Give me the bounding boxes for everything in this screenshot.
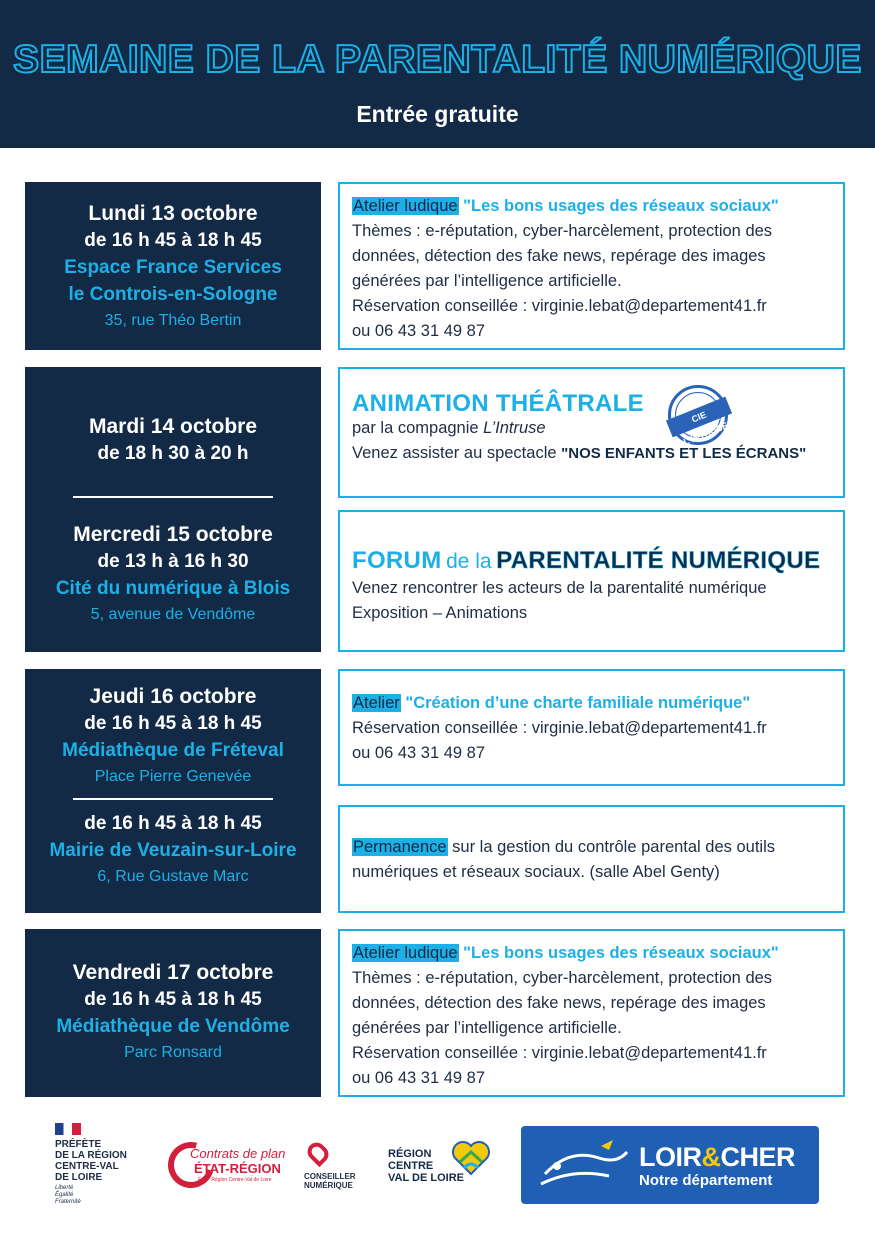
dept-name: [639, 1142, 795, 1173]
pin-icon: [304, 1139, 332, 1167]
devise-line: Liberté: [55, 1185, 74, 1191]
company-name: L’Intruse: [483, 419, 546, 437]
event-tag: Atelier: [353, 694, 400, 712]
event-desc-permanence: [338, 805, 845, 913]
event-desc-forum: [338, 510, 845, 652]
conseiller-line: CONSEILLER: [304, 1172, 356, 1181]
prefete-line: CENTRE-VAL: [55, 1161, 119, 1172]
forum-word: FORUM: [352, 547, 442, 574]
show-prefix: Venez assister au spectacle: [352, 444, 557, 462]
event-day: Jeudi 16 octobre: [89, 685, 257, 708]
prefete-line: DE LOIRE: [55, 1172, 103, 1183]
event-address: Parc Ronsard: [124, 1044, 222, 1061]
event-info-thursday: [25, 669, 321, 913]
forum-topic: PARENTALITÉ NUMÉRIQUE: [496, 547, 821, 574]
partner-logos: [0, 1110, 875, 1241]
event-phone[interactable]: ou 06 43 31 49 87: [352, 1069, 486, 1087]
contrats-line: Contrats de plan: [190, 1146, 286, 1161]
event-title: "Les bons usages des réseaux sociaux": [463, 197, 779, 215]
event-address: Place Pierre Genevée: [94, 768, 252, 785]
event-address: 35, rue Théo Bertin: [104, 312, 242, 329]
event-company: [352, 416, 831, 441]
event-place: le Controis-en-Sologne: [68, 284, 278, 305]
event-day: Vendredi 17 octobre: [72, 961, 274, 984]
event-time: de 16 h 45 à 18 h 45: [84, 989, 262, 1010]
forum-line: Exposition – Animations: [352, 604, 528, 622]
event-place: Cité du numérique à Blois: [55, 578, 291, 599]
dept-tagline: Notre département: [639, 1172, 773, 1189]
event-title: "Les bons usages des réseaux sociaux": [463, 944, 779, 962]
conseiller-numerique-logo: [304, 1142, 364, 1202]
prefete-logo: [55, 1123, 165, 1223]
loir-et-cher-logo: [521, 1126, 819, 1204]
event-reservation[interactable]: Réservation conseillée : virginie.lebat@departement41.fr: [352, 1044, 767, 1062]
event-title: ANIMATION THÉÂTRALE: [352, 390, 644, 417]
event-day: Mercredi 15 octobre: [73, 523, 273, 546]
devise-line: Fraternité: [55, 1199, 81, 1205]
conseiller-line: NUMÉRIQUE: [304, 1181, 353, 1190]
event-info-tue-wed: [25, 367, 321, 652]
show-title: "NOS ENFANTS ET LES ÉCRANS": [561, 445, 807, 462]
marianne-flag-icon: [55, 1123, 81, 1135]
dept-amp: &: [701, 1142, 721, 1172]
event-time: de 13 h à 16 h 30: [97, 551, 249, 572]
event-desc-theatre: [338, 367, 845, 498]
event-place: Médiathèque de Fréteval: [62, 740, 284, 761]
dept-name-1: LOIR: [639, 1142, 702, 1172]
logo-text: CIE L'INTRUSE: [666, 397, 732, 438]
contrats-line: État · Région Centre-Val de Loire: [198, 1177, 272, 1183]
event-place: Mairie de Veuzain-sur-Loire: [49, 840, 297, 861]
event-day: Lundi 13 octobre: [88, 202, 258, 225]
region-line: VAL DE LOIRE: [388, 1172, 464, 1184]
event-title: "Création d’une charte familiale numérique": [405, 694, 751, 712]
event-address: 6, Rue Gustave Marc: [97, 868, 249, 885]
event-day: Mardi 14 octobre: [88, 415, 258, 438]
event-themes: Thèmes : e-réputation, cyber-harcèlement, protection des données, détection des fake news, repérage des images générées par l’intelligence artificielle.: [352, 969, 773, 1037]
contrats-plan-logo: [168, 1140, 286, 1200]
event-heading: [352, 194, 831, 219]
forum-mid: de la: [446, 550, 492, 573]
event-info-monday: [25, 182, 321, 350]
region-heart-icon: [450, 1138, 492, 1178]
event-desc-charte: [338, 669, 845, 786]
event-place: Médiathèque de Vendôme: [56, 1016, 290, 1037]
page-title: SEMAINE DE LA PARENTALITÉ NUMÉRIQUE: [13, 38, 862, 81]
dept-name-2: CHER: [720, 1142, 796, 1172]
event-reservation[interactable]: Réservation conseillée : virginie.lebat@departement41.fr: [352, 297, 767, 315]
devise-line: Égalité: [55, 1192, 74, 1198]
event-tag: Permanence: [353, 838, 447, 856]
region-line: RÉGION: [388, 1148, 432, 1160]
event-show: [352, 441, 831, 466]
event-tag: Atelier ludique: [353, 944, 458, 962]
event-time: de 16 h 45 à 18 h 45: [84, 230, 262, 251]
prefete-line: DE LA RÉGION: [55, 1150, 127, 1161]
event-tag: Atelier ludique: [353, 197, 458, 215]
page-header: [0, 0, 875, 148]
prefete-line: PRÉFÈTE: [55, 1139, 102, 1150]
company-logo: [668, 385, 730, 448]
event-address: 5, avenue de Vendôme: [90, 606, 256, 623]
event-themes: Thèmes : e-réputation, cyber-harcèlement, protection des données, détection des fake news, repérage des images générées par l’intelligence artificielle.: [352, 222, 773, 290]
event-reservation[interactable]: Réservation conseillée : virginie.lebat@departement41.fr: [352, 719, 767, 737]
event-phone[interactable]: ou 06 43 31 49 87: [352, 322, 486, 340]
region-centre-logo: [388, 1138, 498, 1208]
company-prefix: par la compagnie: [352, 419, 479, 437]
event-heading: [352, 691, 831, 716]
forum-line: Venez rencontrer les acteurs de la parentalité numérique: [352, 579, 767, 597]
event-info-friday: [25, 929, 321, 1097]
event-time: de 16 h 45 à 18 h 45: [84, 813, 262, 834]
event-phone[interactable]: ou 06 43 31 49 87: [352, 744, 486, 762]
contrats-line: ÉTAT-RÉGION: [194, 1161, 281, 1176]
event-heading: [352, 941, 831, 966]
page-subtitle: Entrée gratuite: [356, 101, 519, 127]
event-desc-friday: [338, 929, 845, 1097]
event-title: [352, 548, 831, 576]
event-time: de 18 h 30 à 20 h: [97, 443, 249, 464]
bird-icon: [539, 1138, 631, 1194]
event-desc-monday: [338, 182, 845, 350]
event-time: de 16 h 45 à 18 h 45: [84, 713, 262, 734]
event-place: Espace France Services: [64, 257, 282, 278]
event-description: sur la gestion du contrôle parental des outils numériques et réseaux sociaux. (salle Abel Genty): [352, 838, 776, 881]
region-line: CENTRE: [388, 1160, 434, 1172]
